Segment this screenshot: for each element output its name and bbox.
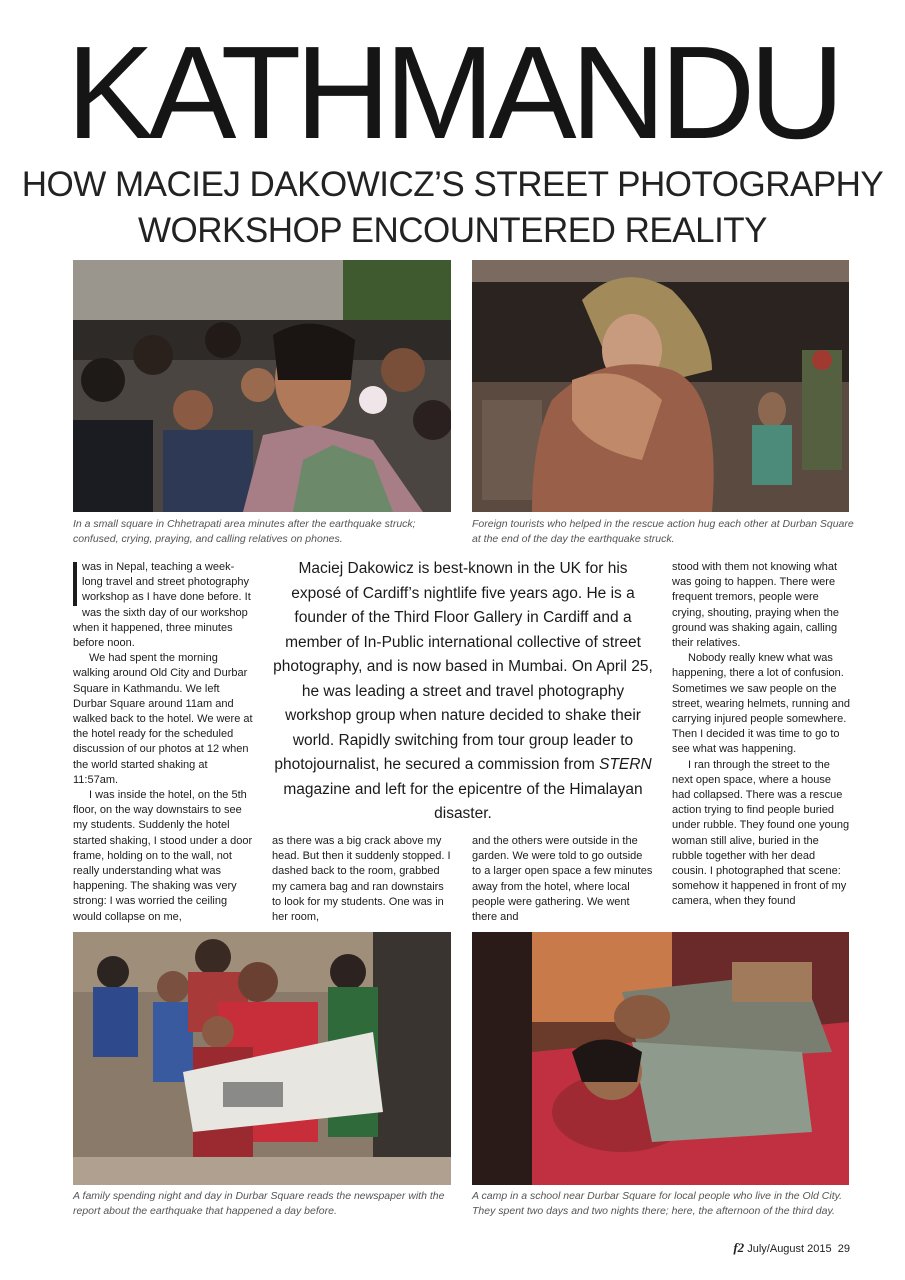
photo-crowd-chhetrapati	[73, 260, 451, 512]
page-number: 29	[837, 1243, 850, 1255]
pull-quote: Maciej Dakowicz is best-known in the UK for his exposé of Cardiff’s nightlife five years ago. He is a founder of the Third Floor Gallery in Cardiff and a member of In-Public international collective of street photography, and is now based in Mumbai. On April 25, he was leading a street and travel photography workshop group when nature decided to shake their world. Rapidly switching from tour group leader to photojournalist, he secured a commission from STERN magazine and left for the epicentre of the Himalayan disaster.	[273, 560, 653, 822]
photo-caption: A family spending night and day in Durbar Square reads the newspaper with the report about the earthquake that happened a day before.	[73, 1190, 445, 1217]
photo-family-newspaper	[73, 932, 451, 1185]
article-paragraph: We had spent the morning walking around Old City and Durbar Square in Kathmandu. We left Durbar Square around 11am and walked back to the hotel. We were at the hotel ready for the scheduled discussion of our photos at 12 when the world started shaking at 11:57am.	[73, 652, 253, 786]
issue-date: July/August 2015	[747, 1243, 832, 1255]
article-subheadline-line1: HOW MACIEJ DAKOWICZ’S STREET PHOTOGRAPHY	[21, 165, 884, 204]
article-column-1	[73, 560, 253, 930]
article-column-4	[672, 560, 852, 930]
drop-cap	[73, 562, 77, 606]
article-paragraph: was in Nepal, teaching a week-long travel and street photography workshop as I have done before. It was the sixth day of our workshop when it happened, three minutes before noon.	[73, 561, 251, 650]
article-subheadline-line2: WORKSHOP ENCOUNTERED REALITY	[137, 211, 768, 250]
article-column-3	[472, 834, 654, 930]
article-paragraph: as there was a big crack above my head. But then it suddenly stopped. I dashed back to the room, grabbed my camera bag and ran downstairs to look for my students. One was in her room,	[272, 835, 451, 924]
magazine-brand: f2	[733, 1240, 745, 1255]
photo-school-camp	[472, 932, 849, 1185]
article-headline: KATHMANDU	[66, 19, 839, 166]
article-column-2	[272, 834, 454, 930]
article-paragraph: stood with them not knowing what was going to happen. There were frequent tremors, people were crying, shouting, praying when the ground was shaking again, calling their relatives.	[672, 561, 839, 650]
page-footer	[640, 1240, 850, 1256]
article-paragraph: I ran through the street to the next open space, where a house had collapsed. There was a rescue action trying to find people buried under rubble. They found one young woman still alive, buried in the rubble together with her dead cousin. I photographed that scene: somehow it happened in front of my camera, when they found	[672, 758, 850, 908]
photo-tourists-hug	[472, 260, 849, 512]
photo-caption: Foreign tourists who helped in the rescue action hug each other at Durban Square at the end of the day the earthquake struck.	[472, 518, 854, 545]
article-paragraph: I was inside the hotel, on the 5th floor, on the way downstairs to see my students. Suddenly the hotel started shaking, I stood under a door frame, holding on to the wall, not really understanding what was happening. The shaking was very strong: I was worried the ceiling would collapse on me,	[73, 789, 253, 923]
photo-caption: In a small square in Chhetrapati area minutes after the earthquake struck; confused, crying, praying, and calling relatives on phones.	[73, 518, 416, 545]
magazine-name: STERN	[599, 756, 652, 773]
photo-caption: A camp in a school near Durbar Square for local people who live in the Old City. They spent two days and two nights there; here, the afternoon of the third day.	[472, 1190, 843, 1217]
article-paragraph: and the others were outside in the garden. We were told to go outside to a larger open space a few minutes away from the hotel, where local people were gathering. We went there and	[472, 835, 653, 924]
article-paragraph: Nobody really knew what was happening, there a lot of confusion. Sometimes we saw people on the street, wearing helmets, running and carrying injured people somewhere. Then I decided it was time to go to see what was happening.	[672, 652, 850, 756]
